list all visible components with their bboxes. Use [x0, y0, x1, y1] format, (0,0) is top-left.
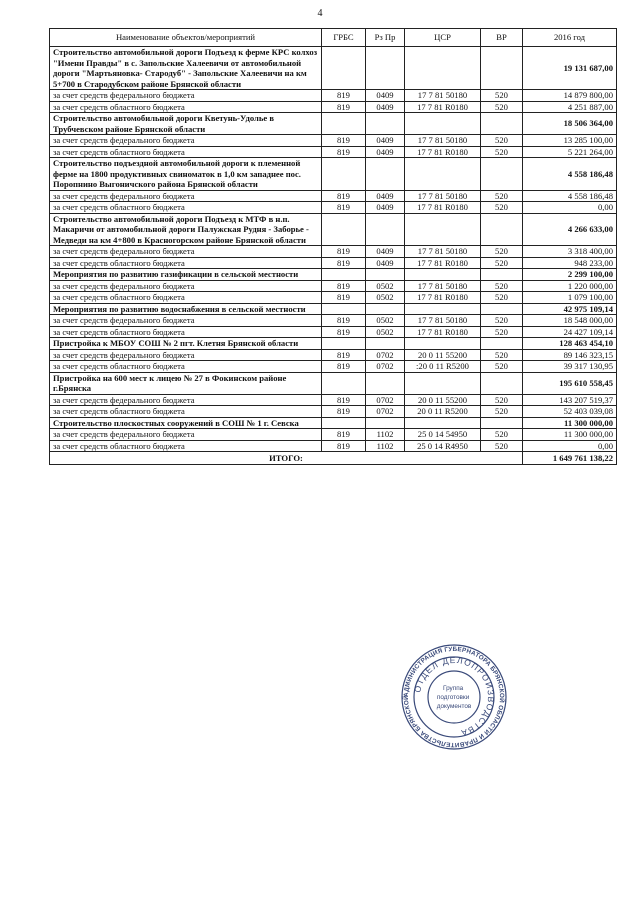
- cell-grbs: 819: [322, 246, 366, 258]
- cell-vr: 520: [481, 135, 523, 147]
- cell-name: Мероприятия по развитию водоснабжения в сельской местности: [50, 303, 322, 315]
- cell-grbs: [322, 269, 366, 281]
- cell-csr: 17 7 81 R0180: [405, 292, 481, 304]
- cell-csr: 17 7 81 50180: [405, 135, 481, 147]
- cell-csr: 17 7 81 R0180: [405, 146, 481, 158]
- cell-csr: [405, 303, 481, 315]
- cell-amount: 128 463 454,10: [523, 338, 617, 350]
- cell-rzpr: 1102: [366, 440, 405, 452]
- cell-vr: [481, 213, 523, 246]
- cell-rzpr: 0409: [366, 135, 405, 147]
- cell-amount: 18 548 000,00: [523, 315, 617, 327]
- cell-csr: 17 7 81 50180: [405, 90, 481, 102]
- cell-grbs: 819: [322, 349, 366, 361]
- cell-rzpr: 0702: [366, 406, 405, 418]
- cell-rzpr: 0502: [366, 315, 405, 327]
- cell-name: за счет средств федерального бюджета: [50, 394, 322, 406]
- cell-rzpr: [366, 372, 405, 394]
- cell-amount: 11 300 000,00: [523, 429, 617, 441]
- cell-grbs: [322, 303, 366, 315]
- cell-amount: 4 251 887,00: [523, 101, 617, 113]
- cell-amount: 0,00: [523, 202, 617, 214]
- cell-vr: 520: [481, 440, 523, 452]
- col-header-name: Наименование объектов/мероприятий: [50, 29, 322, 47]
- stamp-inner-text: ОТДЕЛ ДЕЛОПРОИЗВОДСТВА: [412, 654, 497, 739]
- table-body: [50, 47, 617, 452]
- cell-csr: 20 0 11 R5200: [405, 406, 481, 418]
- cell-rzpr: [366, 47, 405, 90]
- cell-rzpr: [366, 417, 405, 429]
- object-row: [50, 372, 617, 394]
- cell-amount: 4 558 186,48: [523, 190, 617, 202]
- object-row: [50, 417, 617, 429]
- cell-csr: 17 7 81 R0180: [405, 257, 481, 269]
- cell-amount: 24 427 109,14: [523, 326, 617, 338]
- col-header-vr: ВР: [481, 29, 523, 47]
- cell-csr: [405, 338, 481, 350]
- cell-grbs: [322, 417, 366, 429]
- cell-amount: 1 079 100,00: [523, 292, 617, 304]
- funding-source-row: [50, 280, 617, 292]
- cell-csr: [405, 213, 481, 246]
- cell-grbs: 819: [322, 135, 366, 147]
- cell-amount: 42 975 109,14: [523, 303, 617, 315]
- cell-grbs: 819: [322, 315, 366, 327]
- cell-amount: 19 131 687,00: [523, 47, 617, 90]
- cell-rzpr: [366, 338, 405, 350]
- cell-amount: 4 266 633,00: [523, 213, 617, 246]
- cell-grbs: [322, 338, 366, 350]
- funding-source-row: [50, 101, 617, 113]
- cell-vr: 520: [481, 349, 523, 361]
- cell-grbs: 819: [322, 429, 366, 441]
- cell-grbs: [322, 113, 366, 135]
- cell-name: за счет средств областного бюджета: [50, 406, 322, 418]
- cell-grbs: [322, 47, 366, 90]
- cell-name: за счет средств федерального бюджета: [50, 349, 322, 361]
- cell-csr: [405, 417, 481, 429]
- cell-name: Мероприятия по развитию газификации в сельской местности: [50, 269, 322, 281]
- cell-csr: 20 0 11 55200: [405, 349, 481, 361]
- cell-rzpr: [366, 303, 405, 315]
- cell-csr: [405, 158, 481, 191]
- cell-name: за счет средств федерального бюджета: [50, 315, 322, 327]
- total-row: [50, 452, 617, 465]
- cell-name: Строительство плоскостных сооружений в СОШ № 1 г. Севска: [50, 417, 322, 429]
- stamp-center-text: [437, 685, 472, 710]
- cell-csr: 17 7 81 R0180: [405, 326, 481, 338]
- cell-vr: [481, 372, 523, 394]
- cell-grbs: 819: [322, 440, 366, 452]
- cell-name: Строительство автомобильной дороги Подъезд к МТФ в н.п. Макаричи от автомобильной дороги Палужская Рудня - Заборье - Медведи на км 4+800 в Красногорском районе Брянской области: [50, 213, 322, 246]
- col-header-rzpr: Рз Пр: [366, 29, 405, 47]
- cell-rzpr: 0409: [366, 257, 405, 269]
- funding-source-row: [50, 90, 617, 102]
- funding-source-row: [50, 406, 617, 418]
- total-amount: 1 649 761 138,22: [523, 452, 617, 465]
- cell-grbs: 819: [322, 406, 366, 418]
- cell-grbs: 819: [322, 394, 366, 406]
- cell-name: за счет средств областного бюджета: [50, 146, 322, 158]
- budget-table: [49, 28, 617, 465]
- cell-rzpr: 0409: [366, 190, 405, 202]
- cell-name: за счет средств областного бюджета: [50, 326, 322, 338]
- cell-rzpr: [366, 269, 405, 281]
- cell-grbs: 819: [322, 361, 366, 373]
- cell-amount: 143 207 519,37: [523, 394, 617, 406]
- funding-source-row: [50, 315, 617, 327]
- stamp-center-line: документов: [436, 703, 472, 710]
- cell-vr: [481, 417, 523, 429]
- cell-name: за счет средств областного бюджета: [50, 440, 322, 452]
- cell-amount: 14 879 800,00: [523, 90, 617, 102]
- cell-name: Пристройка на 600 мест к лицею № 27 в Фокинском районе г.Брянска: [50, 372, 322, 394]
- cell-amount: 39 317 130,95: [523, 361, 617, 373]
- cell-vr: 520: [481, 361, 523, 373]
- cell-vr: 520: [481, 101, 523, 113]
- cell-name: за счет средств федерального бюджета: [50, 90, 322, 102]
- cell-grbs: 819: [322, 257, 366, 269]
- cell-vr: 520: [481, 90, 523, 102]
- funding-source-row: [50, 292, 617, 304]
- cell-rzpr: 0502: [366, 326, 405, 338]
- cell-amount: 948 233,00: [523, 257, 617, 269]
- cell-rzpr: 0409: [366, 90, 405, 102]
- cell-vr: 520: [481, 394, 523, 406]
- office-stamp: [397, 638, 508, 751]
- funding-source-row: [50, 190, 617, 202]
- stamp-outer-text: АДМИНИСТРАЦИЯ ГУБЕРНАТОРА БРЯНСКОЙ ОБЛАСТИ И ПРАВИТЕЛЬСТВА БРЯНСКОЙ ОБЛАСТИ: [397, 638, 506, 749]
- cell-amount: 2 299 100,00: [523, 269, 617, 281]
- stamp-center-line: подготовки: [436, 694, 470, 701]
- cell-amount: 5 221 264,00: [523, 146, 617, 158]
- cell-grbs: 819: [322, 280, 366, 292]
- cell-csr: [405, 372, 481, 394]
- cell-rzpr: 0409: [366, 246, 405, 258]
- funding-source-row: [50, 361, 617, 373]
- object-row: [50, 213, 617, 246]
- cell-vr: 520: [481, 202, 523, 214]
- cell-amount: 3 318 400,00: [523, 246, 617, 258]
- cell-csr: 17 7 81 R0180: [405, 202, 481, 214]
- cell-grbs: 819: [322, 190, 366, 202]
- cell-rzpr: 1102: [366, 429, 405, 441]
- cell-vr: 520: [481, 280, 523, 292]
- cell-name: за счет средств федерального бюджета: [50, 190, 322, 202]
- cell-csr: 17 7 81 R0180: [405, 101, 481, 113]
- funding-source-row: [50, 246, 617, 258]
- cell-vr: 520: [481, 292, 523, 304]
- cell-rzpr: 0409: [366, 101, 405, 113]
- cell-vr: 520: [481, 429, 523, 441]
- cell-amount: 0,00: [523, 440, 617, 452]
- cell-csr: [405, 47, 481, 90]
- funding-source-row: [50, 135, 617, 147]
- cell-name: Строительство подъездной автомобильной дороги к племенной ферме на 1800 продуктивных свиноматок в 1,0 км западнее пос. Поропнино Выгоничского района Брянской области: [50, 158, 322, 191]
- cell-grbs: 819: [322, 146, 366, 158]
- cell-vr: 520: [481, 315, 523, 327]
- cell-vr: [481, 47, 523, 90]
- cell-vr: 520: [481, 326, 523, 338]
- cell-vr: 520: [481, 246, 523, 258]
- cell-rzpr: 0702: [366, 394, 405, 406]
- cell-name: Строительство автомобильной дороги Кветунь-Удолье в Трубчевском районе Брянской области: [50, 113, 322, 135]
- funding-source-row: [50, 326, 617, 338]
- cell-name: за счет средств федерального бюджета: [50, 280, 322, 292]
- cell-grbs: [322, 372, 366, 394]
- cell-grbs: [322, 213, 366, 246]
- cell-name: за счет средств областного бюджета: [50, 202, 322, 214]
- object-row: [50, 303, 617, 315]
- cell-csr: [405, 113, 481, 135]
- funding-source-row: [50, 257, 617, 269]
- table-header-row: [50, 29, 617, 47]
- cell-name: за счет средств федерального бюджета: [50, 429, 322, 441]
- stamp-center-line: Группа: [442, 685, 464, 692]
- cell-vr: 520: [481, 257, 523, 269]
- cell-grbs: 819: [322, 90, 366, 102]
- cell-rzpr: [366, 158, 405, 191]
- object-row: [50, 158, 617, 191]
- object-row: [50, 47, 617, 90]
- funding-source-row: [50, 429, 617, 441]
- funding-source-row: [50, 440, 617, 452]
- cell-name: Пристройка к МБОУ СОШ № 2 пгт. Клетня Брянской области: [50, 338, 322, 350]
- cell-rzpr: 0702: [366, 361, 405, 373]
- cell-name: за счет средств областного бюджета: [50, 101, 322, 113]
- cell-csr: [405, 269, 481, 281]
- cell-amount: 11 300 000,00: [523, 417, 617, 429]
- cell-name: за счет средств областного бюджета: [50, 292, 322, 304]
- cell-csr: 20 0 11 55200: [405, 394, 481, 406]
- cell-rzpr: [366, 213, 405, 246]
- cell-name: за счет средств федерального бюджета: [50, 246, 322, 258]
- cell-vr: [481, 113, 523, 135]
- cell-grbs: 819: [322, 292, 366, 304]
- cell-grbs: 819: [322, 101, 366, 113]
- cell-name: Строительство автомобильной дороги Подъезд к ферме КРС колхоз "Имени Правды" в с. Запольские Халеевичи от автомобильной дороги "Мартьяновка- Стародуб" - Запольские Халеевичи на км 5+700 в Стародубском районе Брянской области: [50, 47, 322, 90]
- cell-name: за счет средств областного бюджета: [50, 257, 322, 269]
- col-header-year: 2016 год: [523, 29, 617, 47]
- cell-rzpr: 0502: [366, 292, 405, 304]
- cell-csr: 17 7 81 50180: [405, 315, 481, 327]
- total-label: ИТОГО:: [50, 452, 523, 465]
- cell-grbs: [322, 158, 366, 191]
- cell-csr: 17 7 81 50180: [405, 280, 481, 292]
- funding-source-row: [50, 146, 617, 158]
- cell-rzpr: 0702: [366, 349, 405, 361]
- cell-csr: 25 0 14 54950: [405, 429, 481, 441]
- funding-source-row: [50, 394, 617, 406]
- cell-vr: [481, 303, 523, 315]
- page-number: 4: [317, 8, 323, 19]
- stamp-graphic: [397, 638, 508, 751]
- cell-csr: 25 0 14 R4950: [405, 440, 481, 452]
- cell-vr: [481, 158, 523, 191]
- funding-source-row: [50, 349, 617, 361]
- cell-amount: 13 285 100,00: [523, 135, 617, 147]
- col-header-csr: ЦСР: [405, 29, 481, 47]
- cell-rzpr: 0409: [366, 202, 405, 214]
- cell-vr: [481, 338, 523, 350]
- object-row: [50, 338, 617, 350]
- col-header-grbs: ГРБС: [322, 29, 366, 47]
- cell-vr: 520: [481, 406, 523, 418]
- funding-source-row: [50, 202, 617, 214]
- cell-vr: 520: [481, 190, 523, 202]
- cell-amount: 1 220 000,00: [523, 280, 617, 292]
- cell-name: за счет средств областного бюджета: [50, 361, 322, 373]
- cell-rzpr: 0409: [366, 146, 405, 158]
- cell-rzpr: [366, 113, 405, 135]
- cell-amount: 52 403 039,08: [523, 406, 617, 418]
- cell-name: за счет средств федерального бюджета: [50, 135, 322, 147]
- object-row: [50, 113, 617, 135]
- cell-rzpr: 0502: [366, 280, 405, 292]
- cell-amount: 89 146 323,15: [523, 349, 617, 361]
- cell-vr: 520: [481, 146, 523, 158]
- cell-amount: 195 610 558,45: [523, 372, 617, 394]
- cell-grbs: 819: [322, 326, 366, 338]
- cell-csr: :20 0 11 R5200: [405, 361, 481, 373]
- cell-amount: 4 558 186,48: [523, 158, 617, 191]
- cell-csr: 17 7 81 50180: [405, 190, 481, 202]
- cell-grbs: 819: [322, 202, 366, 214]
- cell-amount: 18 506 364,00: [523, 113, 617, 135]
- cell-csr: 17 7 81 50180: [405, 246, 481, 258]
- object-row: [50, 269, 617, 281]
- cell-vr: [481, 269, 523, 281]
